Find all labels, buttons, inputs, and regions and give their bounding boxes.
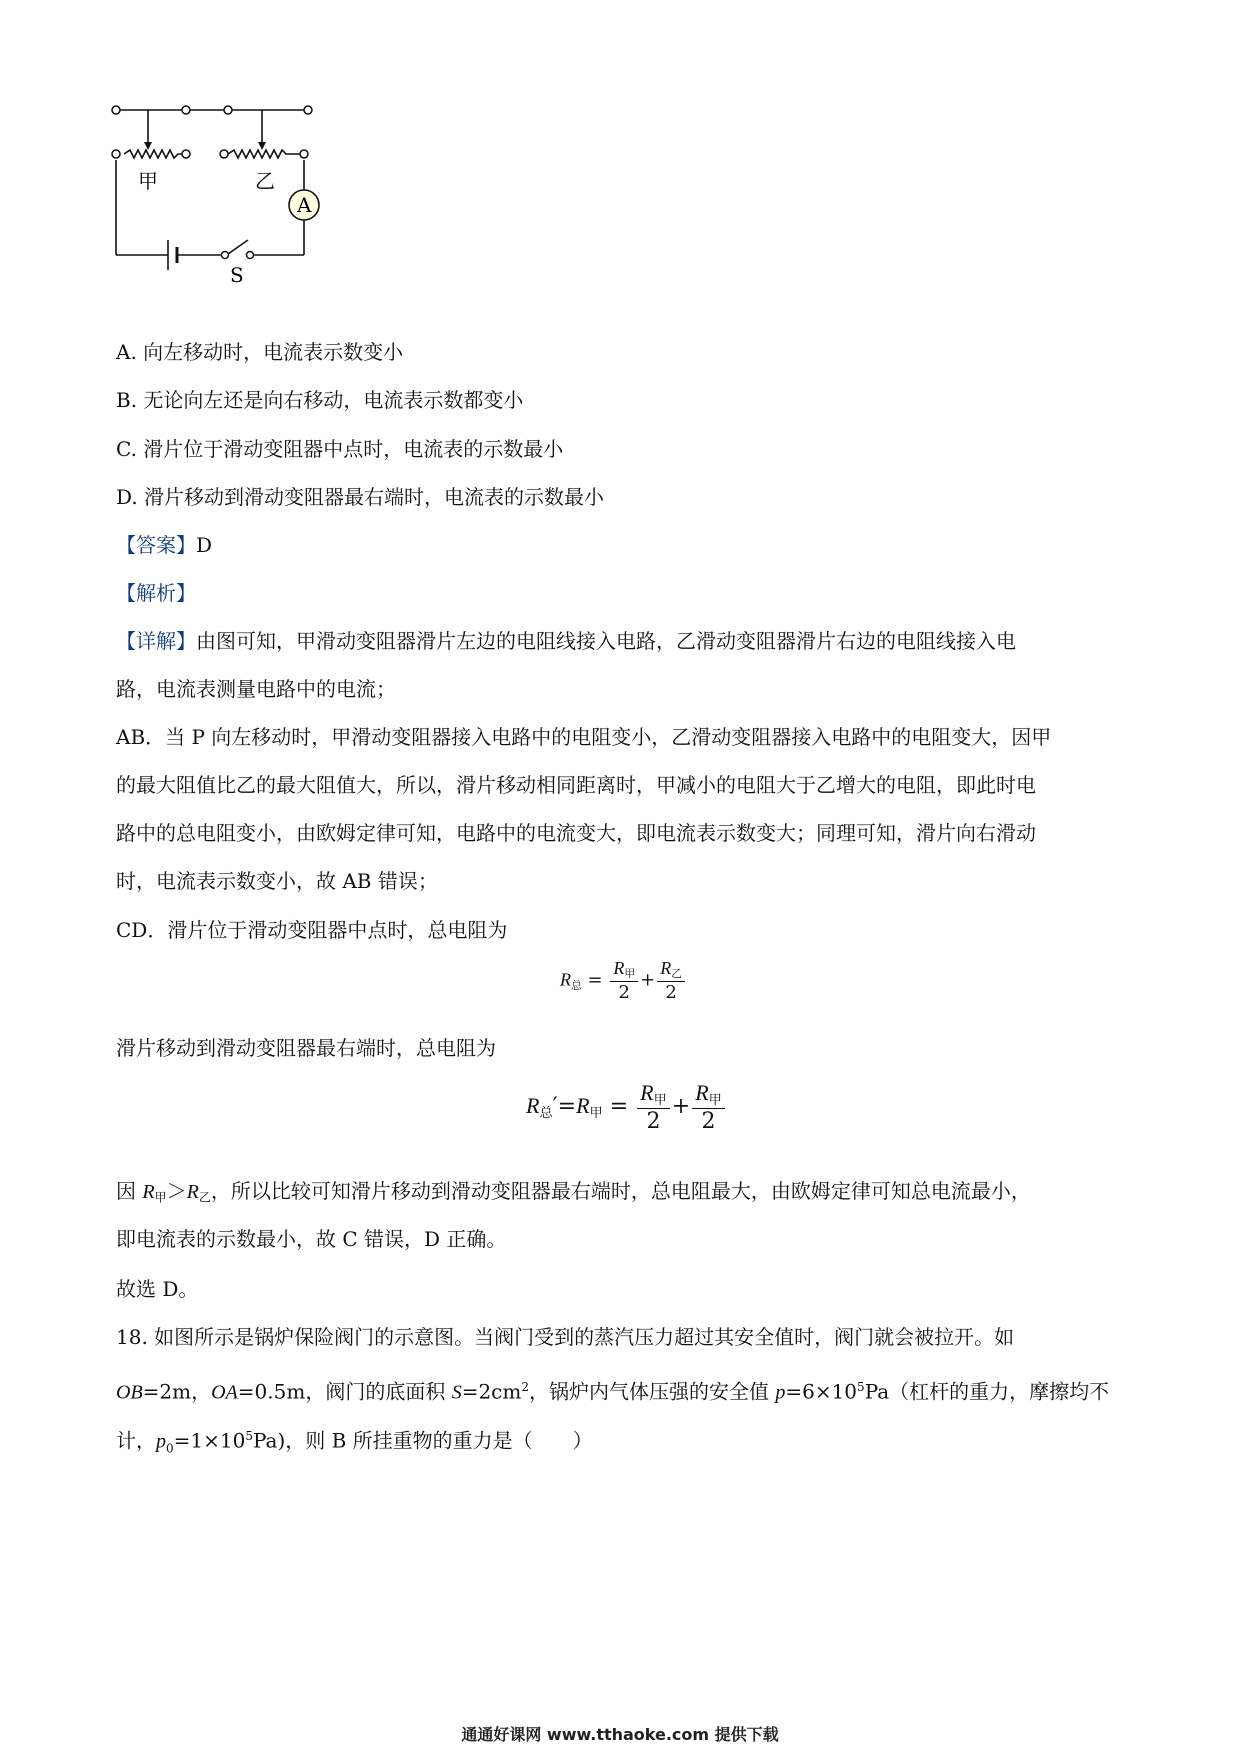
ab-line-1: AB．当 P 向左移动时，甲滑动变阻器接入电路中的电阻变小，乙滑动变阻器接入电路中的电阻变大，因甲 [116,725,1052,749]
analysis-tag: 【解析】 [116,581,196,605]
q18-line-3: 计，$p_0=1\times 10^5Pa$)，则 B 所挂重物的重力是（ ） [116,1428,593,1456]
cd-line-2: 滑片移动到滑动变阻器最右端时，总电阻为 [116,1036,496,1060]
option-a: A. 向左移动时，电流表示数变小 [116,340,404,364]
q18-line-2: OB=2m，OA=0.5m，阀门的底面积 $S=2cm^2$，锅炉内气体压强的安全值 $p=6\times 10^5Pa$（杠杆的重力，摩擦均不 [116,1379,1110,1404]
cd-line-1: CD．滑片位于滑动变阻器中点时，总电阻为 [116,918,508,942]
formula-right-end: $R_总'=R_甲$ = $\frac{R_甲}{2}$ + $\frac{R_甲}{2}$ [526,1080,727,1134]
conclusion-line-2: 即电流表的示数最小，故 C 错误，D 正确。 [116,1227,507,1251]
choose-line: 故选 D。 [116,1277,199,1301]
ab-line-4: 时，电流表示数变小，故 AB 错误； [116,869,438,893]
ammeter-label: A [297,193,312,217]
answer-tag: 【答案】 [116,533,196,557]
formula-midpoint: $R_总$ = $\frac{R_甲}{2}$ + $\frac{R_乙}{2}$ [560,958,687,1003]
answer-value: D [196,533,213,557]
ab-line-2: 的最大阻值比乙的最大阻值大，所以，滑片移动相同距离时，甲减小的电阻大于乙增大的电阻，即此时电 [116,773,1036,797]
detail-line-1: 【详解】由图可知，甲滑动变阻器滑片左边的电阻线接入电路，乙滑动变阻器滑片右边的电阻线接入电 [116,629,1016,653]
ab-line-3: 路中的总电阻变小，由欧姆定律可知，电路中的电流变大，即电流表示数变大；同理可知，滑片向右滑动 [116,821,1036,845]
circuit-diagram [110,90,350,320]
option-b: B. 无论向左还是向右移动，电流表示数都变小 [116,388,524,412]
detail-line-2: 路，电流表测量电路中的电流； [116,677,396,701]
footer-credit: 通通好课网 www.tthaoke.com 提供下载 [461,1725,779,1744]
switch-label: S [230,263,244,287]
conclusion-line-1: 因 $R_甲>R_乙$，所以比较可知滑片移动到滑动变阻器最右端时，总电阻最大，由欧姆定律可知总电流最小， [116,1179,1031,1205]
q18-line-1: 18. 如图所示是锅炉保险阀门的示意图。当阀门受到的蒸汽压力超过其安全值时，阀门就会被拉开。如 [116,1325,1015,1349]
rheostat-yi-label: 乙 [255,169,275,193]
option-d: D. 滑片移动到滑动变阻器最右端时，电流表的示数最小 [116,485,605,509]
option-c: C. 滑片位于滑动变阻器中点时，电流表的示数最小 [116,437,564,461]
rheostat-jia-label: 甲 [138,169,158,193]
answer-line [116,531,212,559]
